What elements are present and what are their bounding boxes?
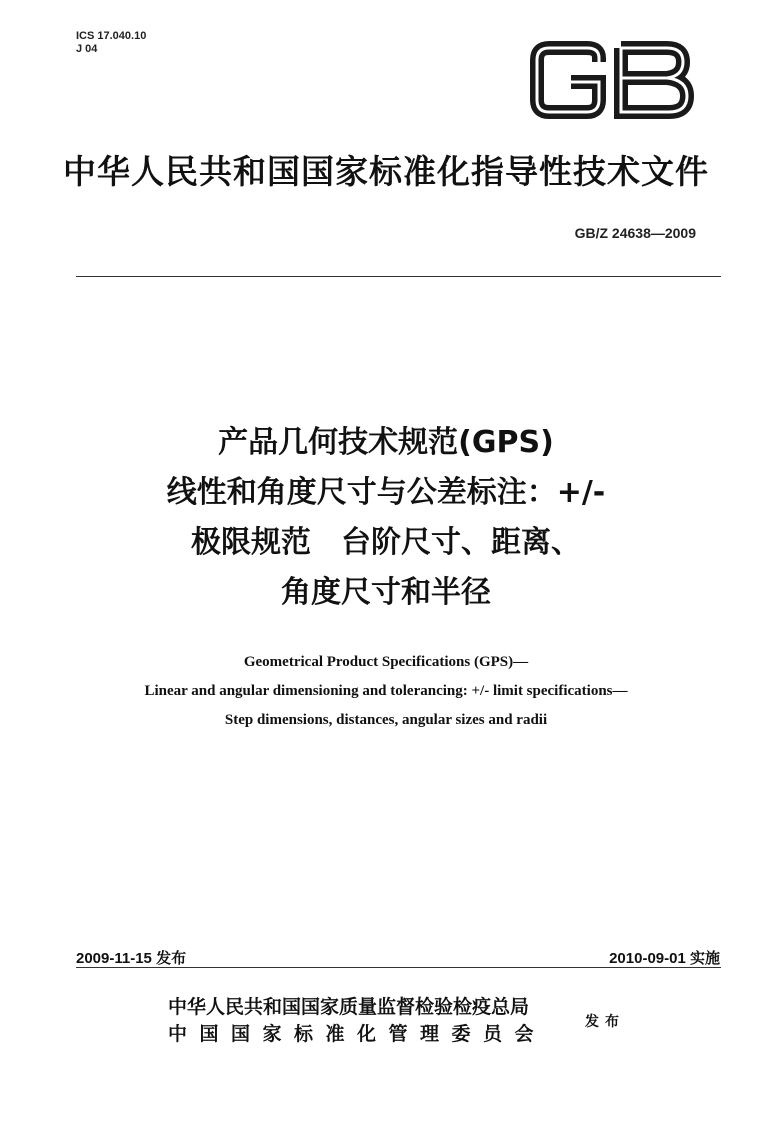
chinese-title-line: 产品几何技术规范(GPS) bbox=[218, 425, 554, 460]
english-title-line: Linear and angular dimensioning and tolerancing: +/- limit specifications— bbox=[144, 683, 628, 699]
document-type-heading: 中华人民共和国国家标准化指导性技术文件 bbox=[63, 152, 709, 191]
english-title-line: Step dimensions, distances, angular sizes and radii bbox=[224, 712, 548, 728]
issuer-sac: 中国国家标准化管理委员会 bbox=[168, 1023, 547, 1045]
bottom-divider bbox=[76, 967, 721, 968]
issue-date: 2009-11-15 发布 bbox=[76, 950, 187, 967]
classification-codes bbox=[76, 30, 146, 56]
chinese-title-line: 线性和角度尺寸与公差标注：+/- bbox=[166, 475, 606, 510]
chinese-title bbox=[0, 418, 772, 618]
chinese-title-line: 角度尺寸和半径 bbox=[281, 575, 491, 610]
top-divider bbox=[76, 276, 721, 277]
ccs-code: J 04 bbox=[76, 43, 98, 55]
standard-number: GB/Z 24638—2009 bbox=[574, 225, 696, 241]
english-title-line: Geometrical Product Specifications (GPS)— bbox=[243, 654, 529, 670]
issuer-aqsiq: 中华人民共和国国家质量监督检验检疫总局 bbox=[168, 996, 530, 1018]
issuing-authorities bbox=[168, 994, 546, 1048]
chinese-title-line: 极限规范 台阶尺寸、距离、 bbox=[191, 525, 581, 560]
gb-logo bbox=[527, 40, 697, 120]
ics-code: ICS 17.040.10 bbox=[76, 30, 147, 42]
publish-label: 发布 bbox=[585, 1014, 625, 1030]
english-title bbox=[0, 648, 772, 735]
implementation-date: 2010-09-01 实施 bbox=[609, 950, 720, 967]
